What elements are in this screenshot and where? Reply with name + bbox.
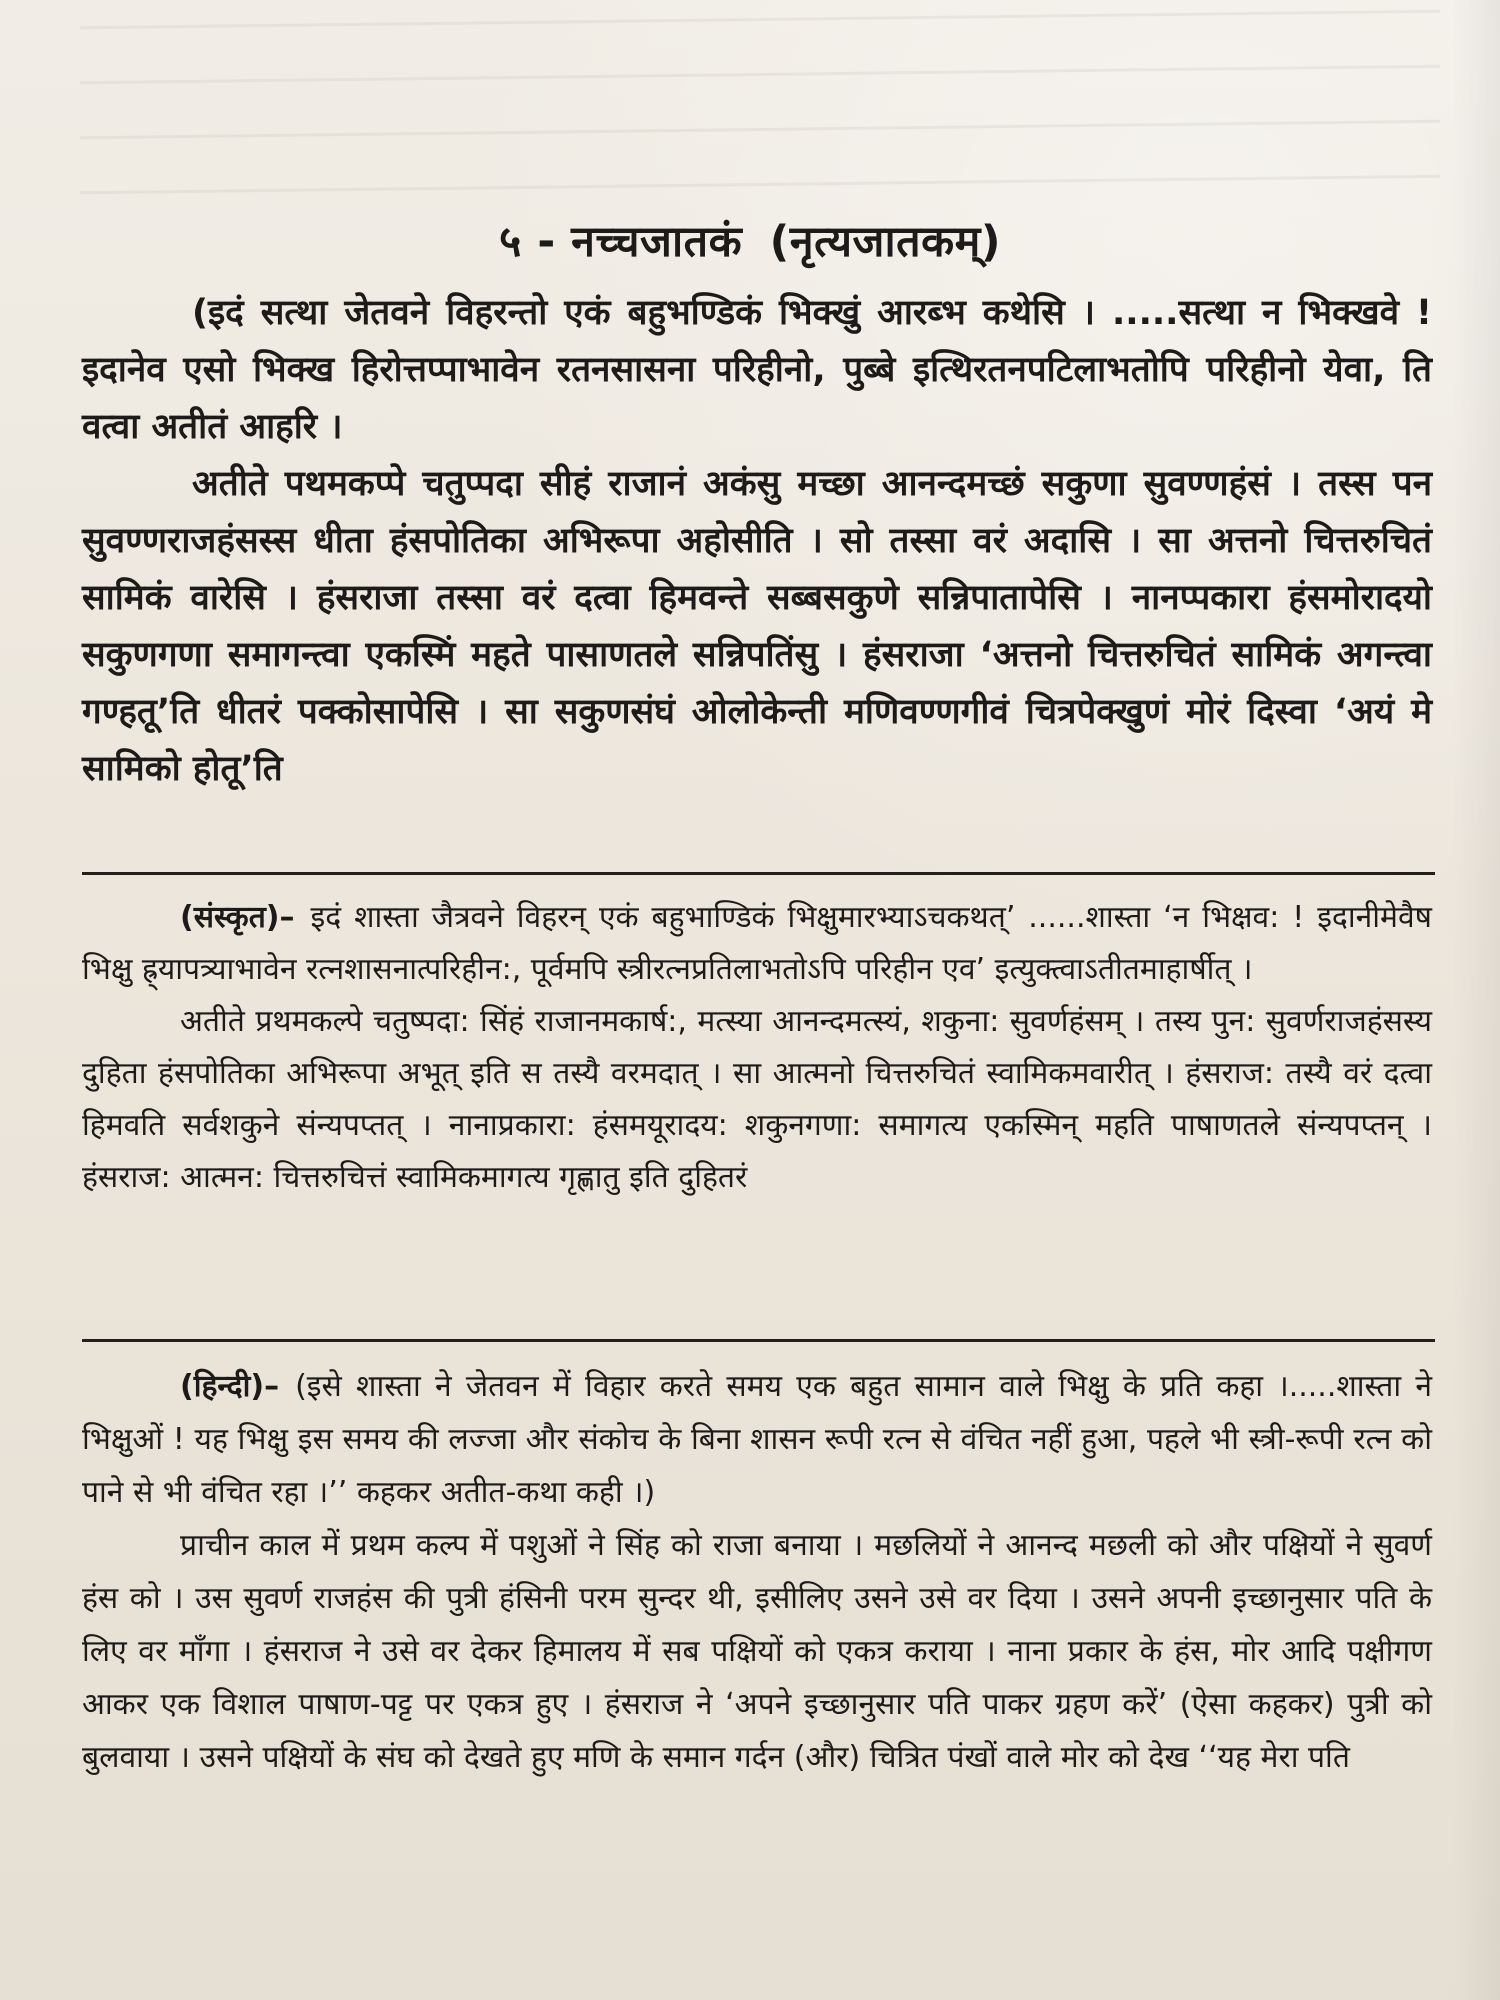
sanskrit-section	[82, 892, 1432, 1310]
page-fold-shadow	[1452, 0, 1500, 2000]
show-through-text-background	[80, 18, 1440, 228]
hindi-paragraph-1	[82, 1360, 1432, 1519]
show-through-line	[80, 120, 1440, 178]
show-through-line	[80, 10, 1440, 68]
chapter-title-main: ५ - नच्चजातकं	[499, 217, 743, 267]
sanskrit-paragraph-2: अतीते प्रथमकल्पे चतुष्पदा: सिंहं राजानमकार्ष:, मत्स्या आनन्दमत्स्यं, शकुना: सुवर्णहंसम् । तस्य पुन: सुवर्णराजहंसस्य दुहिता हंसपोतिका अभिरूपा अभूत् इति स तस्यै वरमदात् । सा आत्मनो चित्तरुचितं स्वामिकमवारीत् । हंसराज: तस्यै वरं दत्वा हिमवति सर्वशकुने संन्यपप्तत् । नानाप्रकारा: हंसमयूरादय: शकुनगणा: समागत्य एकस्मिन् महति पाषाणतले संन्यपप्तन् । हंसराज: आत्मन: चित्तरुचित्तं स्वामिकमागत्य गृह्णातु इति दुहितरं	[82, 1004, 1432, 1195]
sanskrit-paragraph-1	[82, 892, 1432, 996]
hindi-label: (हिन्दी)–	[180, 1369, 280, 1404]
section-divider-1	[82, 872, 1435, 875]
hindi-paragraph-1-text: (इसे शास्ता ने जेतवन में विहार करते समय एक बहुत सामान वाले भिक्षु के प्रति कहा ।.....शास्ता ने भिक्षुओं ! यह भिक्षु इस समय की लज्जा और संकोच के बिना शासन रूपी रत्न से वंचित नहीं हुआ, पहले भी स्त्री-रूपी रत्न को पाने से भी वंचित रहा ।’’ कहकर अतीत-कथा कही ।)	[82, 1369, 1432, 1510]
sanskrit-label: (संस्कृत)–	[180, 900, 295, 935]
sanskrit-paragraph-1-text: इदं शास्ता जैत्रवने विहरन् एकं बहुभाण्डिकं भिक्षुमारभ्याऽचकथत्’ ......शास्ता ‘न भिक्षव: ! इदानीमेवैष भिक्षु ह्र्यापत्र्याभावेन रत्नशासनात्परिहीन:, पूर्वमपि स्त्रीरत्नप्रतिलाभतोऽपि परिहीन एव’ इत्युक्त्वाऽतीतमाहार्षीत् ।	[82, 900, 1432, 987]
section-divider-2	[82, 1339, 1435, 1342]
hindi-paragraph-2: प्राचीन काल में प्रथम कल्प में पशुओं ने सिंह को राजा बनाया । मछलियों ने आनन्द मछली को और पक्षियों ने सुवर्ण हंस को । उस सुवर्ण राजहंस की पुत्री हंसिनी परम सुन्दर थी, इसीलिए उसने उसे वर दिया । उसने अपनी इच्छानुसार पति के लिए वर माँगा । हंसराज ने उसे वर देकर हिमालय में सब पक्षियों को एकत्र कराया । नाना प्रकार के हंस, मोर आदि पक्षीगण आकर एक विशाल पाषाण-पट्ट पर एकत्र हुए । हंसराज ने ‘अपने इच्छानुसार पति पाकर ग्रहण करें’ (ऐसा कहकर) पुत्री को बुलवाया । उसने पक्षियों के संघ को देखते हुए मणि के समान गर्दन (और) चित्रित पंखों वाले मोर को देख ‘‘यह मेरा पति	[82, 1528, 1432, 1775]
pali-section	[82, 285, 1432, 850]
pali-paragraph-2: अतीते पथमकप्पे चतुप्पदा सीहं राजानं अकंसु मच्छा आनन्दमच्छं सकुणा सुवण्णहंसं । तस्स पन सुवण्णराजहंसस्स धीता हंसपोतिका अभिरूपा अहोसीति । सो तस्सा वरं अदासि । सा अत्तनो चित्तरुचितं सामिकं वारेसि । हंसराजा तस्सा वरं दत्वा हिमवन्ते सब्बसकुणे सन्निपातापेसि । नानप्पकारा हंसमोरादयो सकुणगणा समागन्त्वा एकस्मिं महते पासाणतले सन्निपतिंसु । हंसराजा ‘अत्तनो चित्तरुचितं सामिकं अगन्त्वा गण्हतू’ति धीतरं पक्कोसापेसि । सा सकुणसंघं ओलोकेन्ती मणिवण्णगीवं चित्रपेक्खुणं मोरं दिस्वा ‘अयं मे सामिको होतू’ति	[82, 464, 1432, 789]
chapter-title	[0, 210, 1500, 269]
show-through-line	[80, 65, 1440, 123]
pali-paragraph-1: (इदं सत्था जेतवने विहरन्तो एकं बहुभण्डिकं भिक्खुं आरब्भ कथेसि । .....सत्था न भिक्खवे ! इदानेव एसो भिक्ख हिरोत्तप्पाभावेन रतनसासना परिहीनो, पुब्बे इत्थिरतनपटिलाभतोपि परिहीनो येवा, ति वत्वा अतीतं आहरि ।	[82, 293, 1432, 447]
hindi-section	[82, 1360, 1432, 1950]
chapter-title-sub: (नृत्यजातकम्)	[769, 217, 1001, 267]
